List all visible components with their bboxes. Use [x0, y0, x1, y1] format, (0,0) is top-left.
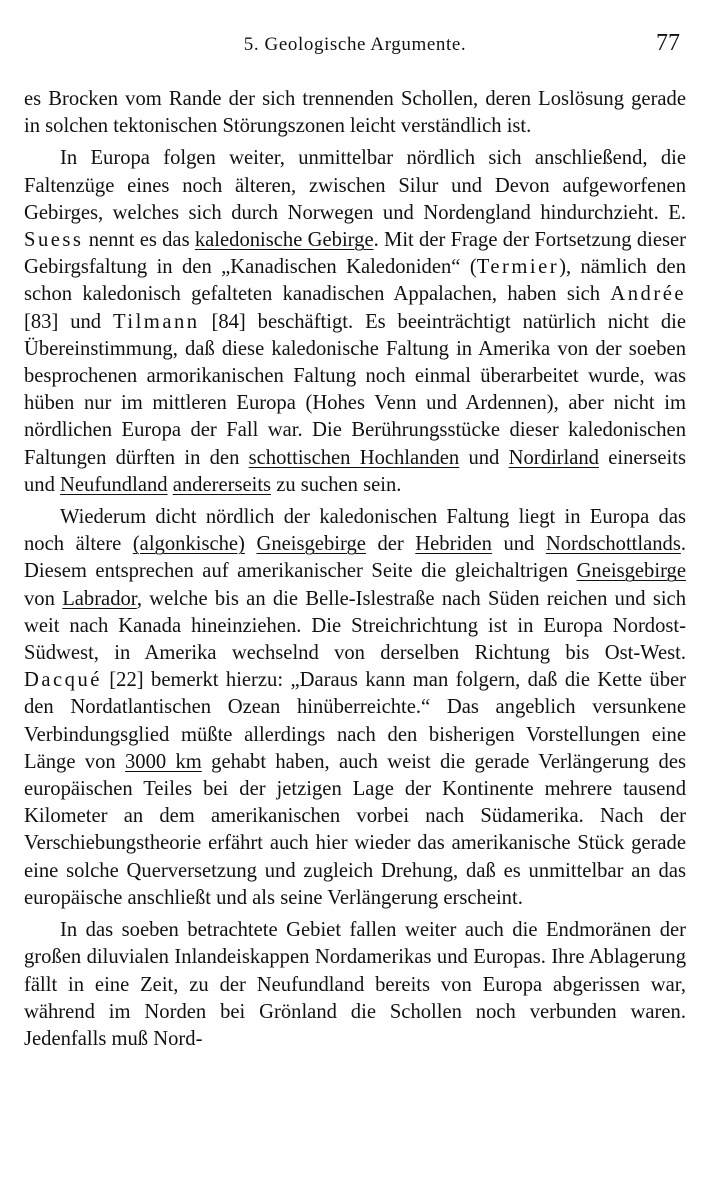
text-run: Wiederum dicht nördlich der kaledonischen Faltung liegt in Europa das noch ältere [24, 506, 686, 556]
text-run: [22] bemerkt hierzu: „Daraus kann man folgern, daß die Kette über den Nordatlantischen Ozean hinüberreichte.“ Das angeblich versunkene Verbindungsglied müßte allerdings nach den bisherigen Vorstellungen eine Länge von [24, 669, 686, 773]
author-tilmann: Tilmann [113, 310, 200, 333]
text-run: . Diesem entsprechen auf amerikanischer Seite die gleichaltrigen [24, 533, 687, 583]
term-kaledonische-gebirge: kaledonische Gebirge [194, 229, 374, 252]
text-run: , welche bis an die Belle-Islestraße nach Süden reichen und sich weit nach Kanada hineinziehen. Die Streichrichtung ist in Europa Nordost-Südwest, in Amerika wechselnd von derselben Richtung bis Ost-West. [24, 587, 686, 665]
text-run: es Brocken vom Rande der sich trennenden Schollen, deren Loslösung gerade in solchen tektonischen Störungszonen leicht verständlich ist. [24, 88, 686, 138]
term-algonkische: (algonkische) [132, 533, 245, 556]
term-schottischen-hochlanden: schottischen Hochlanden [248, 446, 460, 469]
text-run: und [459, 446, 509, 469]
author-termier: Termier [476, 256, 560, 279]
paragraph-1 [24, 86, 686, 140]
running-head: 5. Geologische Argumente. [243, 34, 467, 55]
author-dacque: Dacqué [24, 669, 102, 692]
text-run: In Europa folgen weiter, unmittelbar nördlich sich anschließend, die Faltenzüge eines noch älteren, zwischen Silur und Devon aufgeworfenen Gebirges, welches sich durch Norwegen und Nordengland hindurchzieht. E. [24, 147, 686, 224]
body-text [24, 86, 686, 1058]
term-andererseits: andererseits [172, 473, 272, 496]
text-run: [84] beschäftigt. Es beeinträchtigt natürlich nicht die Übereinstimmung, daß diese kaledonische Faltung in Amerika von der soeben besprochenen armorikanischen Faltung noch einmal überarbeitet wurde, was hüben nur im mittleren Europa (Hohes Venn und Ardennen), aber nicht im nördlichen Europa der Fall war. Die Berührungsstücke dieser kaledonischen Faltungen dürften in den [24, 310, 686, 469]
term-nordschottlands: Nordschottlands [545, 533, 681, 556]
text-run: der [365, 533, 416, 556]
term-neufundland: Neufundland [60, 473, 168, 496]
text-run: von [24, 587, 63, 610]
text-run: gehabt haben, auch weist die gerade Verlängerung des europäischen Teiles bei der jetzigen Lage der Kontinente mehrere tausend Kilometer an dem amerikanischen vorbei nach Südamerika. Nach der Verschiebungstheorie erfährt auch hier wieder das amerikanische Stück gerade eine solche Querversetzung und zugleich Drehung, daß es unmittelbar an das europäische anschließt und als seine Verlängerung erscheint. [24, 750, 686, 909]
text-run: und [491, 533, 546, 556]
text-run: zu suchen sein. [271, 473, 402, 496]
text-run: In das soeben betrachtete Gebiet fallen weiter auch die Endmoränen der großen diluvialen Inlandeiskappen Nordamerikas und Europas. Ihre Ablagerung fällt in eine Zeit, zu der Neufundland bereits von Europa abgerissen war, während im Norden bei Grönland die Schollen noch verbunden waren. Jedenfalls muß Nord- [24, 919, 686, 1050]
author-suess: Suess [24, 229, 84, 252]
text-run: . Mit der Frage der Fortsetzung dieser Gebirgsfaltung in den „Kanadischen Kaledoniden“ ( [24, 229, 686, 279]
text-run [245, 533, 257, 555]
text-run: nennt es das [83, 229, 195, 252]
term-labrador: Labrador [62, 587, 137, 610]
paragraph-3 [24, 504, 686, 912]
paragraph-2 [24, 145, 686, 499]
term-3000-km: 3000 km [125, 750, 202, 773]
page-header [0, 30, 710, 64]
term-gneisgebirge-labrador: Gneisgebirge [576, 560, 686, 583]
page-number: 77 [656, 30, 680, 56]
term-nordirland: Nordirland [508, 446, 599, 469]
term-gneisgebirge: Gneisgebirge [256, 533, 366, 556]
text-run: einerseits und [24, 446, 687, 496]
text-run: ), nämlich den schon kaledonisch gefalteten kanadischen Appalachen, haben sich [24, 256, 686, 306]
author-andree: Andrée [610, 283, 686, 306]
paragraph-4 [24, 917, 686, 1053]
term-hebriden: Hebriden [415, 533, 492, 556]
text-run: [83] und [24, 310, 113, 333]
